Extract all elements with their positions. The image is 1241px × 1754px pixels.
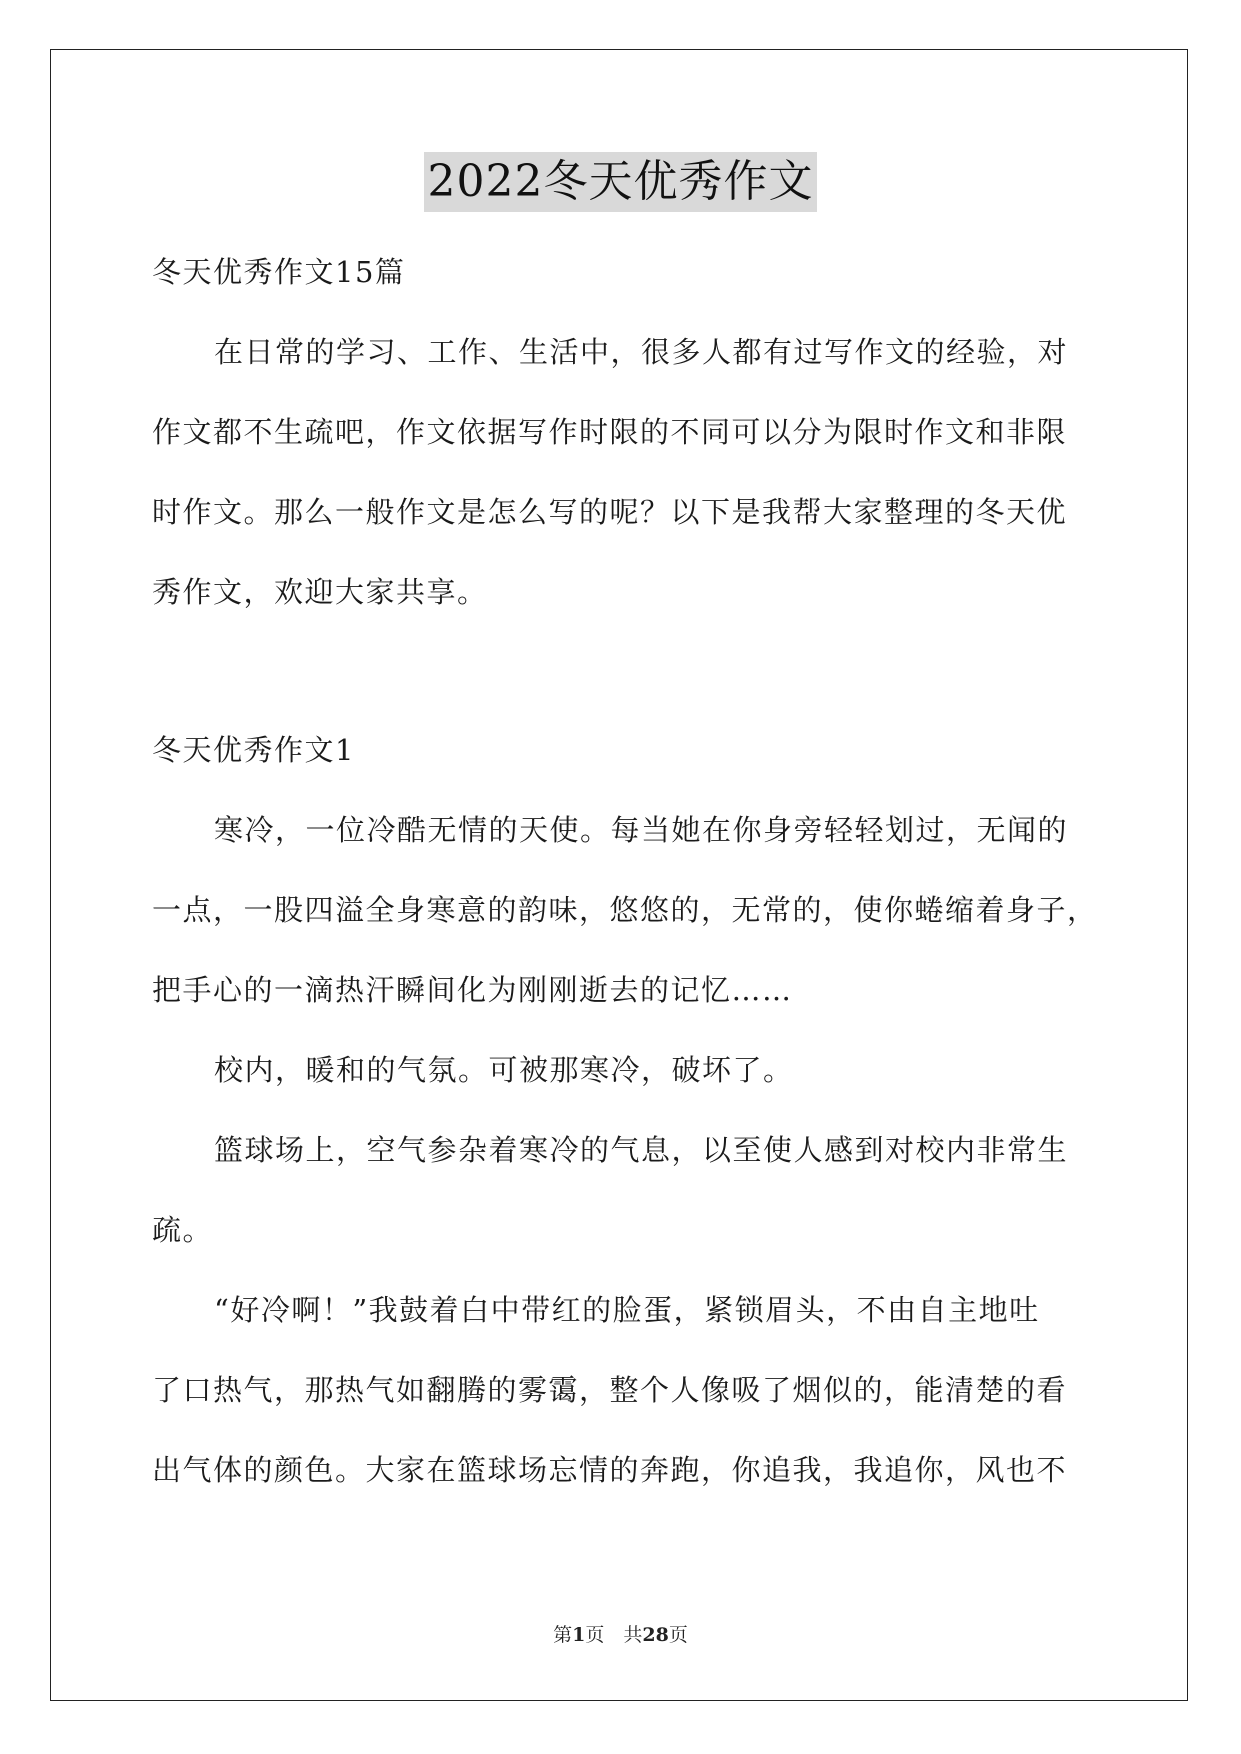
title-wrap xyxy=(0,152,1241,212)
essay-line: 寒冷，一位冷酷无情的天使。每当她在你身旁轻轻划过，无闻的 xyxy=(214,813,1069,847)
essay-paragraph-1 xyxy=(152,790,1112,1030)
intro-line: 在日常的学习、工作、生活中，很多人都有过写作文的经验，对 xyxy=(214,335,1069,369)
page-suffix: 页 xyxy=(668,1624,688,1646)
page-current: 1 xyxy=(572,1624,586,1646)
essay-paragraph-3 xyxy=(152,1110,1112,1270)
section-heading xyxy=(152,710,1112,790)
essay-line: “好冷啊！”我鼓着白中带红的脸蛋，紧锁眉头，不由自主地吐 xyxy=(214,1293,1040,1327)
intro-line: 秀作文，欢迎大家共享。 xyxy=(152,575,488,609)
page-prefix: 第 xyxy=(553,1624,573,1646)
essay-line: 疏。 xyxy=(152,1213,214,1247)
subtitle-text: 冬天优秀作文15篇 xyxy=(152,255,406,289)
page-total: 28 xyxy=(642,1624,669,1646)
document-title: 2022冬天优秀作文 xyxy=(424,152,818,212)
intro-paragraph xyxy=(152,312,1112,632)
essay-line: 篮球场上，空气参杂着寒冷的气息，以至使人感到对校内非常生 xyxy=(214,1133,1069,1167)
essay-line: 校内，暖和的气氛。可被那寒冷，破坏了。 xyxy=(214,1053,794,1087)
page-mid: 页 共 xyxy=(585,1624,643,1646)
essay-line: 了口热气，那热气如翻腾的雾霭，整个人像吸了烟似的，能清楚的看 xyxy=(152,1373,1068,1407)
section-gap xyxy=(152,632,1112,710)
page-footer xyxy=(0,1620,1241,1647)
document-body xyxy=(152,232,1112,1510)
essay-line: 把手心的一滴热汗瞬间化为刚刚逝去的记忆…… xyxy=(152,973,793,1007)
essay-paragraph-2 xyxy=(152,1030,1112,1110)
intro-line: 作文都不生疏吧，作文依据写作时限的不同可以分为限时作文和非限 xyxy=(152,415,1068,449)
section-heading-text: 冬天优秀作文1 xyxy=(152,733,355,767)
subtitle xyxy=(152,232,1112,312)
essay-paragraph-4 xyxy=(152,1270,1112,1510)
essay-line: 一点，一股四溢全身寒意的韵味，悠悠的，无常的，使你蜷缩着身子， xyxy=(152,893,1098,927)
essay-line: 出气体的颜色。大家在篮球场忘情的奔跑，你追我，我追你，风也不 xyxy=(152,1453,1068,1487)
intro-line: 时作文。那么一般作文是怎么写的呢？以下是我帮大家整理的冬天优 xyxy=(152,495,1068,529)
